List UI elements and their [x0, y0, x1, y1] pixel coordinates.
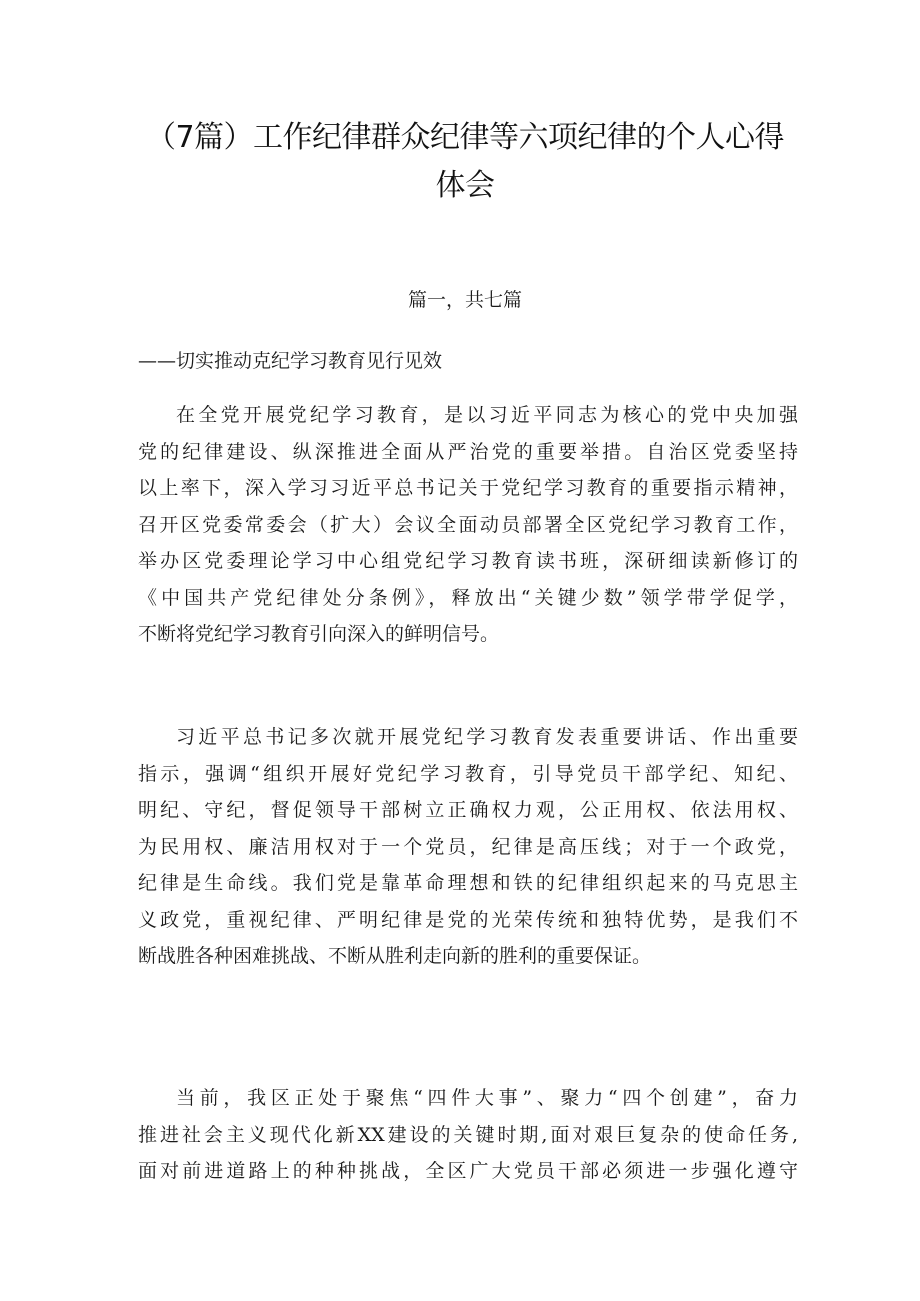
paragraph-line: 推进社会主义现代化新XX建设的关键时期,面对艰巨复杂的使命任务, — [138, 1123, 798, 1146]
paragraph-line: 义政党，重视纪律、严明纪律是党的光荣传统和独特优势，是我们不 — [138, 908, 798, 931]
paragraph-line: 断战胜各种困难挑战、不断从胜利走向新的胜利的重要保证。 — [138, 945, 652, 967]
paragraph-line: 面对前进道路上的种种挑战，全区广大党员干部必须进一步强化遵守 — [138, 1160, 798, 1182]
paragraph-line: 不断将党纪学习教育引向深入的鲜明信号。 — [138, 623, 500, 645]
paragraph-line: 为民用权、廉洁用权对于一个党员，纪律是高压线；对于一个政党， — [138, 835, 798, 858]
body-paragraph — [138, 1080, 798, 1190]
paragraph-line: 举办区党委理论学习中心组党纪学习教育读书班，深研细读新修订的 — [138, 550, 798, 572]
document-title-line: （7篇）工作纪律群众纪律等六项纪律的个人心得 — [145, 120, 785, 155]
paragraph-line: 当前，我区正处于聚焦“四件大事”、聚力“四个创建”，奋力 — [176, 1087, 798, 1109]
document-title-line: 体会 — [435, 168, 495, 203]
paragraph-line: 习近平总书记多次就开展党纪学习教育发表重要讲话、作出重要 — [176, 726, 798, 748]
paragraph-line: 《中国共产党纪律处分条例》，释放出“关键少数”领学带学促学， — [138, 586, 798, 609]
body-paragraph — [138, 397, 798, 653]
paragraph-line: 纪律是生命线。我们党是靠革命理想和铁的纪律组织起来的马克思主 — [138, 872, 798, 894]
paragraph-line: 明纪、守纪，督促领导干部树立正确权力观，公正用权、依法用权、 — [138, 799, 798, 821]
paragraph-line: 以上率下，深入学习习近平总书记关于党纪学习教育的重要指示精神， — [138, 477, 798, 499]
paragraph-line: 在全党开展党纪学习教育，是以习近平同志为核心的党中央加强 — [176, 404, 798, 426]
paragraph-line: 党的纪律建设、纵深推进全面从严治党的重要举措。自治区党委坚持 — [138, 440, 798, 463]
body-paragraph — [138, 719, 798, 975]
paragraph-line: 召开区党委常委会（扩大）会议全面动员部署全区党纪学习教育工作， — [138, 513, 798, 536]
paragraph-line: 指示，强调“组织开展好党纪学习教育，引导党员干部学纪、知纪、 — [138, 762, 798, 785]
document-title — [120, 114, 810, 210]
section-heading: 篇一，共七篇 — [407, 289, 522, 311]
section-subtitle: ——切实推动克纪学习教育见行见效 — [138, 350, 443, 372]
